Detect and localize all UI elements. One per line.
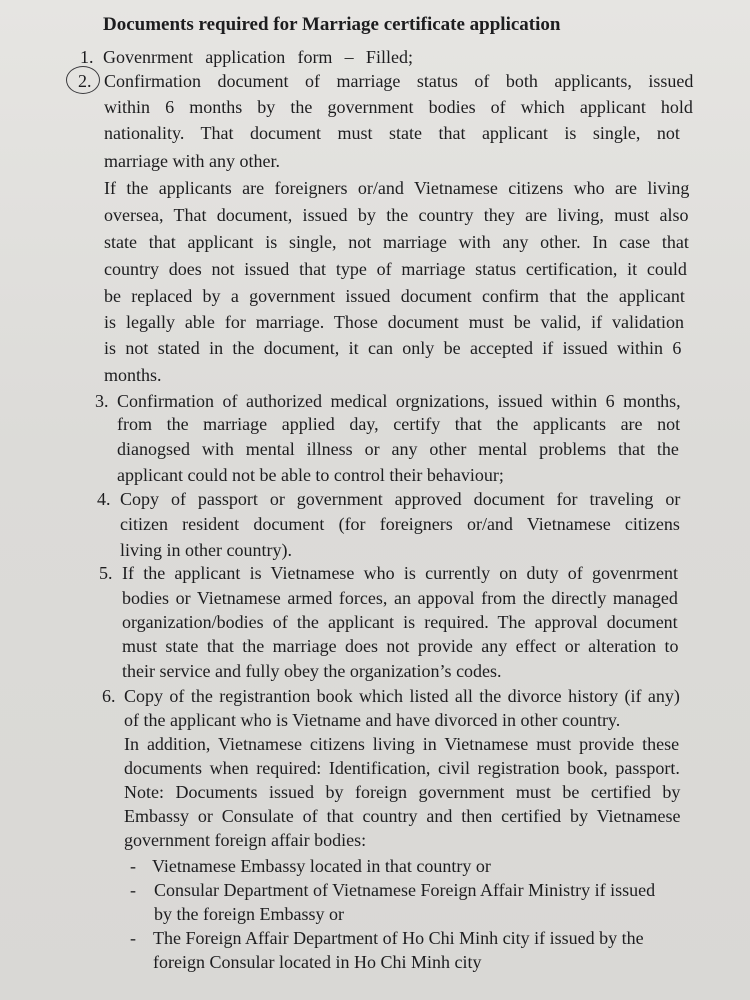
bullet-text-line: by the foreign Embassy or: [154, 904, 344, 924]
item-text-line: Embassy or Consulate of that country and then certified by Vietnamese: [124, 806, 681, 826]
item-text-line: is legally able for marriage. Those document must be valid, if validation: [104, 312, 685, 332]
document-title: Documents required for Marriage certificate application: [103, 14, 561, 35]
item-text-line: bodies or Vietnamese armed forces, an appoval from the directly managed: [122, 588, 678, 608]
item-text-line: marriage with any other.: [104, 151, 280, 171]
bullet-text-line: Vietnamese Embassy located in that country or: [152, 856, 491, 876]
bullet-marker: -: [130, 856, 136, 876]
item-text-line: citizen resident document (for foreigners or/and Vietnamese citizens: [120, 514, 680, 534]
bullet-marker: -: [130, 880, 136, 900]
item-text-line: applicant could not be able to control their behaviour;: [117, 465, 504, 485]
item-text-line: of the applicant who is Vietname and have divorced in other country.: [124, 710, 621, 730]
item-text-line: state that applicant is single, not marriage with any other. In case that: [104, 232, 689, 252]
item-text-line: government foreign affair bodies:: [124, 830, 367, 850]
item-number: 4.: [97, 489, 111, 509]
bullet-text-line: The Foreign Affair Department of Ho Chi Minh city if issued by the: [153, 928, 644, 948]
item-text-line: oversea, That document, issued by the country they are living, must also: [104, 205, 689, 225]
item-text-line: If the applicants are foreigners or/and Vietnamese citizens who are living: [104, 178, 690, 198]
item-number: 6.: [102, 686, 116, 706]
item-text-line: documents when required: Identification, civil registration book, passport.: [124, 758, 680, 778]
item-number: 3.: [95, 391, 109, 411]
item-text-line: Copy of the registrantion book which listed all the divorce history (if any): [124, 686, 680, 706]
item-text-line: Copy of passport or government approved document for traveling or: [120, 489, 681, 509]
item-text-line: be replaced by a government issued document confirm that the applicant: [104, 286, 685, 306]
item-text-line: organization/bodies of the applicant is required. The approval document: [122, 612, 678, 632]
item-text-line: In addition, Vietnamese citizens living in Vietnamese must provide these: [124, 734, 680, 754]
item-text-line: must state that the marriage does not provide any effect or alteration to: [122, 636, 679, 656]
item-text-line: Govenrment application form – Filled;: [103, 47, 413, 67]
item-text-line: living in other country).: [120, 540, 292, 560]
item-text-line: If the applicant is Vietnamese who is currently on duty of govenrment: [122, 563, 678, 583]
item-text-line: is not stated in the document, it can only be accepted if issued within 6: [104, 338, 682, 358]
item-text-line: from the marriage applied day, certify that the applicants are not: [117, 414, 681, 434]
item-text-line: their service and fully obey the organization’s codes.: [122, 661, 502, 681]
item-number: 5.: [99, 563, 113, 583]
item-text-line: Confirmation of authorized medical orgnizations, issued within 6 months,: [117, 391, 681, 411]
bullet-text-line: Consular Department of Vietnamese Foreign Affair Ministry if issued: [154, 880, 656, 900]
item-text-line: country does not issued that type of marriage status certification, it could: [104, 259, 687, 279]
item-text-line: Confirmation document of marriage status of both applicants, issued: [104, 71, 694, 91]
item-text-line: months.: [104, 365, 162, 385]
item-text-line: Note: Documents issued by foreign government must be certified by: [124, 782, 681, 802]
item-number: 1.: [80, 47, 94, 67]
item-text-line: dianogsed with mental illness or any other mental problems that the: [117, 439, 679, 459]
item-number: 2.: [78, 71, 92, 91]
bullet-marker: -: [130, 928, 136, 948]
item-text-line: nationality. That document must state that applicant is single, not: [104, 123, 680, 143]
bullet-text-line: foreign Consular located in Ho Chi Minh city: [153, 952, 482, 972]
item-text-line: within 6 months by the government bodies of which applicant hold: [104, 97, 693, 117]
